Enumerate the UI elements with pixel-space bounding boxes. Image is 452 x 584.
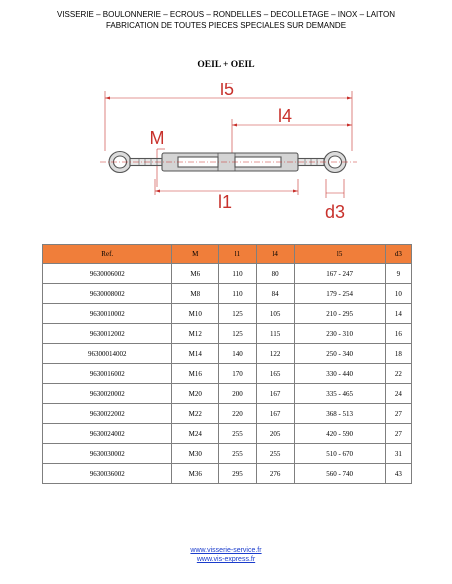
table-cell: 9630030002 xyxy=(43,444,172,464)
table-cell: M22 xyxy=(172,404,219,424)
table-cell: M16 xyxy=(172,364,219,384)
table-cell: 200 xyxy=(219,384,257,404)
table-row xyxy=(43,424,412,444)
table-cell: 22 xyxy=(385,364,411,384)
table-cell: 18 xyxy=(385,344,411,364)
footer-link-vis-express[interactable]: www.vis-express.fr xyxy=(196,556,256,563)
table-cell: 276 xyxy=(256,464,294,484)
table-cell: 122 xyxy=(256,344,294,364)
table-cell: M36 xyxy=(172,464,219,484)
table-cell: M12 xyxy=(172,324,219,344)
label-l5: l5 xyxy=(219,83,235,99)
table-row xyxy=(43,364,412,384)
table-cell: 167 - 247 xyxy=(294,264,385,284)
table-cell: 330 - 440 xyxy=(294,364,385,384)
table-cell: 14 xyxy=(385,304,411,324)
table-header-row xyxy=(43,245,412,264)
table-cell: 205 xyxy=(256,424,294,444)
table-cell: 43 xyxy=(385,464,411,484)
table-cell: 110 xyxy=(219,284,257,304)
page-header xyxy=(0,9,452,31)
column-header: l1 xyxy=(219,245,257,264)
table-cell: M20 xyxy=(172,384,219,404)
table-cell: 16 xyxy=(385,324,411,344)
table-cell: 170 xyxy=(219,364,257,384)
table-cell: M14 xyxy=(172,344,219,364)
table-cell: M24 xyxy=(172,424,219,444)
column-header: l5 xyxy=(294,245,385,264)
table-cell: 115 xyxy=(256,324,294,344)
table-cell: 165 xyxy=(256,364,294,384)
table-cell: 80 xyxy=(256,264,294,284)
table-row xyxy=(43,324,412,344)
table-cell: 255 xyxy=(219,424,257,444)
table-cell: 140 xyxy=(219,344,257,364)
table-cell: M8 xyxy=(172,284,219,304)
table-cell: 230 - 310 xyxy=(294,324,385,344)
column-header: d3 xyxy=(385,245,411,264)
table-cell: 167 xyxy=(256,404,294,424)
table-cell: 9630008002 xyxy=(43,284,172,304)
dimension-arrows xyxy=(105,97,352,193)
table-cell: 9630012002 xyxy=(43,324,172,344)
table-cell: 368 - 513 xyxy=(294,404,385,424)
table-row xyxy=(43,384,412,404)
label-l1: l1 xyxy=(217,192,233,212)
page-title: OEIL + OEIL xyxy=(197,60,255,70)
table-cell: 110 xyxy=(219,264,257,284)
table-body xyxy=(43,264,412,484)
table-cell: 9630016002 xyxy=(43,364,172,384)
dimensions-table xyxy=(42,244,412,484)
table-cell: M30 xyxy=(172,444,219,464)
table-cell: 335 - 465 xyxy=(294,384,385,404)
header-line-1: VISSERIE – BOULONNERIE – ECROUS – RONDELLES – DECOLLETAGE – INOX – LAITON xyxy=(56,10,396,19)
table-cell: 105 xyxy=(256,304,294,324)
table-cell: 9630006002 xyxy=(43,264,172,284)
table-cell: 9630020002 xyxy=(43,384,172,404)
table-cell: 84 xyxy=(256,284,294,304)
table-cell: 27 xyxy=(385,424,411,444)
table-cell: 24 xyxy=(385,384,411,404)
table-cell: 560 - 740 xyxy=(294,464,385,484)
table-cell: 420 - 590 xyxy=(294,424,385,444)
table-row xyxy=(43,344,412,364)
table-cell: 31 xyxy=(385,444,411,464)
label-l4: l4 xyxy=(277,106,293,126)
header-line-2: FABRICATION DE TOUTES PIECES SPECIALES SUR DEMANDE xyxy=(105,21,347,30)
table-cell: 295 xyxy=(219,464,257,484)
table-cell: 27 xyxy=(385,404,411,424)
table-cell: 9630024002 xyxy=(43,424,172,444)
page-footer xyxy=(0,546,452,564)
table-cell: 9630022002 xyxy=(43,404,172,424)
table-cell: 255 xyxy=(219,444,257,464)
table-cell: 255 xyxy=(256,444,294,464)
table-row xyxy=(43,464,412,484)
table-row xyxy=(43,404,412,424)
table-cell: 510 - 670 xyxy=(294,444,385,464)
table-row xyxy=(43,264,412,284)
column-header: Ref. xyxy=(43,245,172,264)
turnbuckle-drawing xyxy=(95,83,365,235)
column-header: l4 xyxy=(256,245,294,264)
table-cell: 179 - 254 xyxy=(294,284,385,304)
footer-link-visserie-service[interactable]: www.visserie-service.fr xyxy=(190,547,262,554)
table-cell: 210 - 295 xyxy=(294,304,385,324)
table-cell: 125 xyxy=(219,304,257,324)
table-cell: 125 xyxy=(219,324,257,344)
table-cell: 96300014002 xyxy=(43,344,172,364)
column-header: M xyxy=(172,245,219,264)
table-row xyxy=(43,284,412,304)
table-cell: 9630036002 xyxy=(43,464,172,484)
label-d3: d3 xyxy=(324,202,346,222)
table-cell: 220 xyxy=(219,404,257,424)
table-cell: M6 xyxy=(172,264,219,284)
table-cell: 9630010002 xyxy=(43,304,172,324)
table-cell: 250 - 340 xyxy=(294,344,385,364)
table-cell: 10 xyxy=(385,284,411,304)
table-row xyxy=(43,304,412,324)
table-row xyxy=(43,444,412,464)
label-m: M xyxy=(149,128,165,148)
table-cell: M10 xyxy=(172,304,219,324)
table-cell: 167 xyxy=(256,384,294,404)
dimension-lines xyxy=(105,91,352,198)
table-cell: 9 xyxy=(385,264,411,284)
